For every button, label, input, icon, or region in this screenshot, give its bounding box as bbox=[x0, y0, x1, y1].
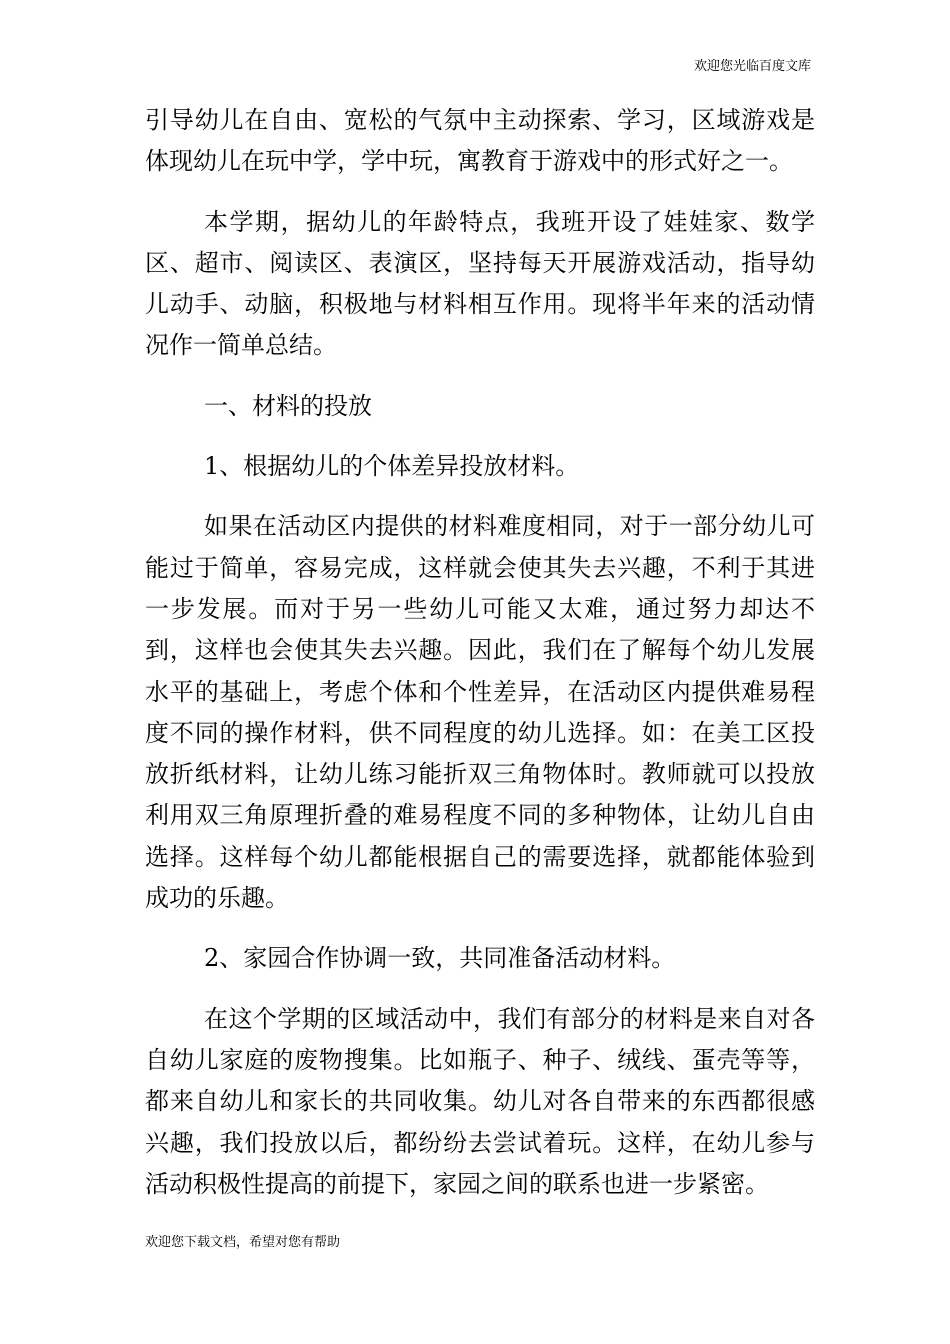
page-header: 欢迎您光临百度文库 bbox=[693, 59, 811, 74]
document-body bbox=[145, 100, 815, 1224]
subheading-home-school-cooperation: 2、家园合作协调一致，共同准备活动材料。 bbox=[204, 944, 676, 973]
paragraph-semester-overview: 本学期，据幼儿的年龄特点，我班开设了娃娃家、数学区、超市、阅读区、表演区，坚持每天开展游戏活动，指导幼儿动手、动脑，积极地与材料相互作用。现将半年来的活动情况作一简单总结。 bbox=[145, 207, 815, 360]
subheading-individual-differences: 1、根据幼儿的个体差异投放材料。 bbox=[204, 452, 580, 481]
section-heading-materials: 一、材料的投放 bbox=[204, 391, 372, 420]
paragraph-intro-continued: 引导幼儿在自由、宽松的气氛中主动探索、学习，区域游戏是体现幼儿在玩中学，学中玩，寓教育于游戏中的形式好之一。 bbox=[145, 106, 815, 176]
page-footer: 欢迎您下载文档，希望对您有帮助 bbox=[145, 1235, 341, 1250]
paragraph-home-school-cooperation: 在这个学期的区域活动中，我们有部分的材料是来自对各自幼儿家庭的废物搜集。比如瓶子、种子、绒线、蛋壳等等，都来自幼儿和家长的共同收集。幼儿对各自带来的东西都很感兴趣，我们投放以后，都纷纷去尝试着玩。这样，在幼儿参与活动积极性提高的前提下，家园之间的联系也进一步紧密。 bbox=[145, 1004, 815, 1198]
paragraph-individual-differences: 如果在活动区内提供的材料难度相同，对于一部分幼儿可能过于简单，容易完成，这样就会使其失去兴趣，不利于其进一步发展。而对于另一些幼儿可能又太难，通过努力却达不到，这样也会使其失去兴趣。因此，我们在了解每个幼儿发展水平的基础上，考虑个体和个性差异，在活动区内提供难易程度不同的操作材料，供不同程度的幼儿选择。如：在美工区投放折纸材料，让幼儿练习能折双三角物体时。教师就可以投放利用双三角原理折叠的难易程度不同的多种物体，让幼儿自由选择。这样每个幼儿都能根据自己的需要选择，就都能体验到成功的乐趣。 bbox=[145, 512, 815, 913]
